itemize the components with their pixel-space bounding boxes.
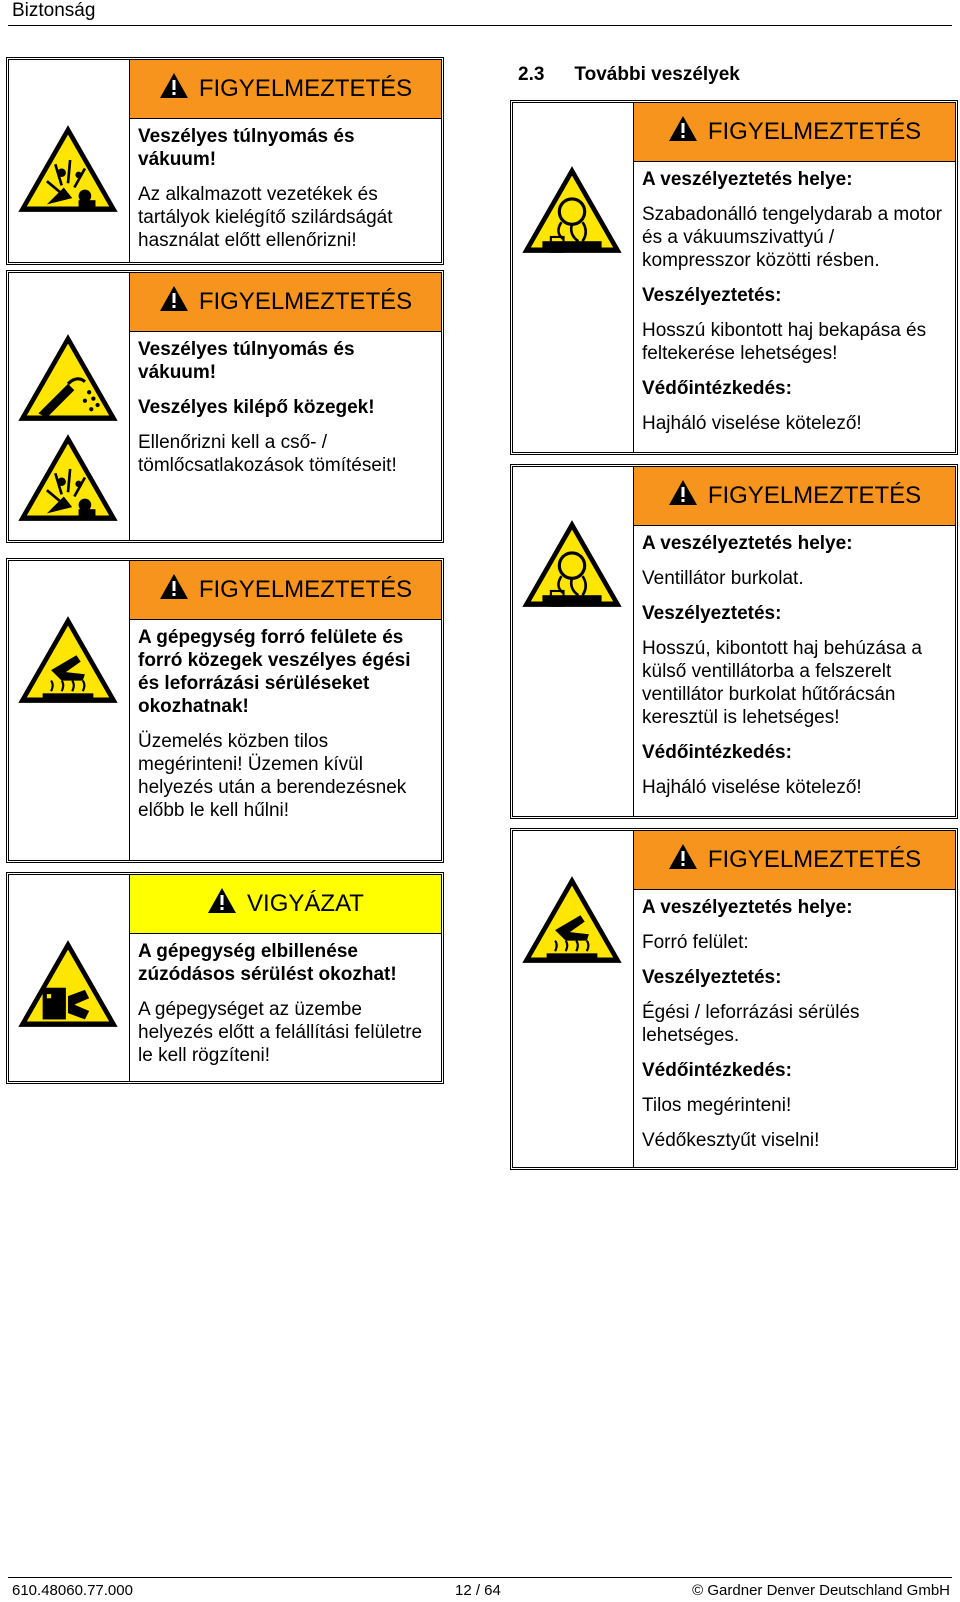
warning-body: Az alkalmazott vezetékek és tartályok kielégítő szilárdságát használat előtt ellenőrizni! — [138, 184, 393, 251]
warning-heading: Védőintézkedés: — [642, 378, 792, 399]
warning-heading: Veszélyeztetés: — [642, 603, 782, 624]
warning-band — [634, 467, 955, 526]
warning-band — [634, 103, 955, 162]
footer-divider — [8, 1577, 952, 1578]
icon-cell — [9, 273, 130, 540]
warning-box — [510, 464, 958, 819]
warning-heading: Veszélyeztetés: — [642, 967, 782, 988]
section-title: További veszélyek — [574, 64, 740, 85]
crush-hazard-warning-icon — [15, 937, 121, 1035]
warning-level-label: FIGYELMEZTETÉS — [198, 75, 413, 102]
section-heading — [518, 64, 740, 86]
warning-band — [130, 561, 441, 620]
warning-heading: A veszélyeztetés helye: — [642, 169, 853, 190]
warning-box — [6, 57, 444, 265]
icon-cell — [513, 831, 634, 1167]
footer-copyright: © Gardner Denver Deutschland GmbH — [692, 1582, 950, 1599]
icon-cell — [513, 103, 634, 452]
warning-body: Forró felület: — [642, 932, 749, 953]
warning-level-label: FIGYELMEZTETÉS — [707, 482, 922, 509]
warning-level-label: FIGYELMEZTETÉS — [707, 118, 922, 145]
warning-text — [634, 526, 955, 799]
warning-text — [130, 934, 441, 1067]
header-divider — [8, 25, 952, 26]
warning-heading: Veszélyes kilépő közegek! — [138, 397, 375, 418]
warning-body: Védőkesztyűt viselni! — [642, 1130, 820, 1151]
hot-surface-warning-icon — [519, 873, 625, 971]
warning-level-label: FIGYELMEZTETÉS — [198, 576, 413, 603]
warning-symbol-icon — [159, 285, 189, 319]
warning-text — [130, 119, 441, 252]
warning-symbol-icon — [207, 887, 237, 921]
warning-heading: Védőintézkedés: — [642, 742, 792, 763]
warning-text — [634, 162, 955, 435]
icon-cell — [9, 60, 130, 262]
warning-box — [510, 100, 958, 455]
warning-body: Ellenőrizni kell a cső- / tömlőcsatlakozások tömítéseit! — [138, 432, 397, 476]
warning-band — [634, 831, 955, 890]
text-cell — [130, 875, 441, 1081]
warning-body: Hosszú kibontott haj bekapása és feltekerése lehetséges! — [642, 320, 927, 364]
caution-box — [6, 872, 444, 1084]
section-number: 2.3 — [518, 64, 545, 85]
text-cell — [130, 60, 441, 262]
caution-band — [130, 875, 441, 934]
warning-body: Hajháló viselése kötelező! — [642, 413, 862, 434]
warning-symbol-icon — [668, 115, 698, 149]
text-cell — [634, 831, 955, 1167]
icon-cell — [513, 467, 634, 816]
text-cell — [634, 467, 955, 816]
warning-body: A gépegységet az üzembe helyezés előtt a felállítási felületre le kell rögzíteni! — [138, 999, 423, 1066]
warning-heading: A veszélyeztetés helye: — [642, 533, 853, 554]
icon-cell — [9, 875, 130, 1081]
hot-surface-warning-icon — [15, 613, 121, 711]
warning-symbol-icon — [159, 573, 189, 607]
warning-text — [130, 620, 441, 822]
warning-box — [510, 828, 958, 1170]
explosion-warning-icon — [15, 122, 121, 220]
warning-heading: Veszélyes túlnyomás és vákuum! — [138, 339, 355, 383]
warning-symbol-icon — [668, 843, 698, 877]
text-cell — [130, 561, 441, 860]
warning-band — [130, 273, 441, 332]
warning-box — [6, 558, 444, 863]
icon-cell — [9, 561, 130, 860]
warning-text — [130, 332, 441, 477]
pressure-jet-warning-icon — [15, 331, 121, 429]
footer-doc-number: 610.48060.77.000 — [12, 1582, 133, 1599]
warning-body: Hosszú, kibontott haj behúzása a külső ventillátorba a felszerelt ventillátor burkolat hűtőrácsán keresztül is lehetséges! — [642, 638, 922, 728]
warning-level-label: FIGYELMEZTETÉS — [707, 846, 922, 873]
warning-body: Üzemelés közben tilos megérinteni! Üzemen kívül helyezés után a berendezésnek előbb le kell hűlni! — [138, 731, 407, 821]
warning-heading: A veszélyeztetés helye: — [642, 897, 853, 918]
warning-body: Szabadonálló tengelydarab a motor és a vákuumszivattyú / kompresszor közötti résben. — [642, 204, 942, 271]
warning-body: Tilos megérinteni! — [642, 1095, 792, 1116]
footer-page-number: 12 / 64 — [455, 1582, 501, 1599]
warning-symbol-icon — [159, 72, 189, 106]
header-title: Biztonság — [12, 0, 96, 21]
warning-body: Hajháló viselése kötelező! — [642, 777, 862, 798]
warning-heading: Veszélyeztetés: — [642, 285, 782, 306]
warning-level-label: VIGYÁZAT — [247, 890, 364, 917]
warning-level-label: FIGYELMEZTETÉS — [198, 288, 413, 315]
text-cell — [634, 103, 955, 452]
hair-entanglement-warning-icon — [519, 517, 625, 615]
explosion-warning-icon — [15, 431, 121, 529]
warning-heading: Veszélyes túlnyomás és vákuum! — [138, 126, 355, 170]
hair-entanglement-warning-icon — [519, 163, 625, 261]
warning-body: Ventillátor burkolat. — [642, 568, 804, 589]
warning-band — [130, 60, 441, 119]
warning-symbol-icon — [668, 479, 698, 513]
warning-text — [634, 890, 955, 1152]
warning-body: Égési / leforrázási sérülés lehetséges. — [642, 1002, 860, 1046]
warning-heading: A gépegység elbillenése zúzódásos sérülést okozhat! — [138, 941, 397, 985]
text-cell — [130, 273, 441, 540]
warning-heading: A gépegység forró felülete és forró közegek veszélyes égési és leforrázási sérüléseket okozhatnak! — [138, 627, 411, 717]
warning-box — [6, 270, 444, 543]
warning-heading: Védőintézkedés: — [642, 1060, 792, 1081]
